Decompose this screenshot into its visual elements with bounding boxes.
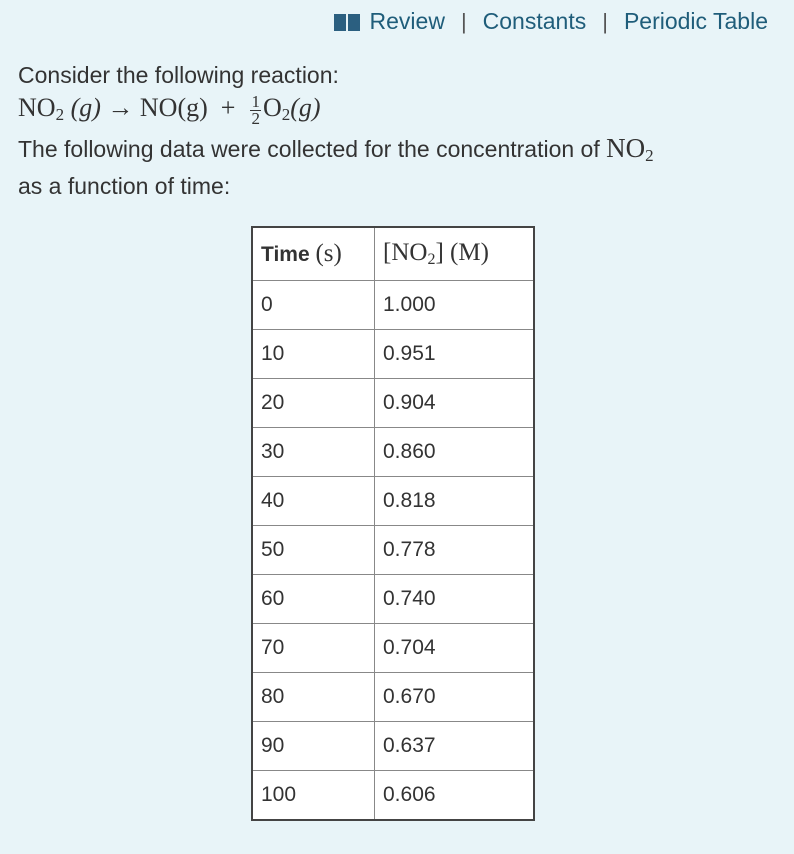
book-icon: [334, 14, 360, 31]
data-description-cont: as a function of time:: [18, 173, 231, 199]
nav-separator: |: [460, 8, 467, 34]
review-link[interactable]: [334, 8, 445, 35]
no2-species-subscript: 2: [645, 146, 654, 165]
concentration-header-close: ] (M): [435, 239, 489, 266]
time-cell: 80: [252, 673, 375, 722]
table-row: [252, 379, 534, 428]
table-row: [252, 477, 534, 526]
concentration-table: [251, 226, 535, 821]
product-o2-subscript: 2: [281, 105, 291, 124]
data-description: [18, 133, 778, 171]
no2-species-text: NO: [606, 133, 646, 163]
time-cell: 30: [252, 428, 375, 477]
problem-content: [18, 60, 778, 201]
nav-separator: |: [602, 8, 608, 34]
product-no: NO(g): [139, 93, 208, 122]
fraction-numerator: 1: [251, 91, 260, 111]
concentration-column-header: [375, 227, 535, 281]
table-row: [252, 722, 534, 771]
table-row: [252, 281, 534, 330]
time-column-header: [252, 227, 375, 281]
reactant: NO: [18, 93, 56, 122]
table-row: [252, 624, 534, 673]
data-description-text: The following data were collected for the concentration of: [18, 136, 607, 162]
time-cell: 90: [252, 722, 375, 771]
review-label: Review: [369, 8, 445, 34]
time-cell: 100: [252, 771, 375, 821]
concentration-cell: 0.637: [375, 722, 535, 771]
time-cell: 20: [252, 379, 375, 428]
time-cell: 10: [252, 330, 375, 379]
concentration-header-open: [NO: [383, 239, 428, 266]
product-o2: O: [262, 93, 282, 122]
concentration-cell: 0.606: [375, 771, 535, 821]
concentration-cell: 0.818: [375, 477, 535, 526]
constants-link[interactable]: Constants: [482, 8, 587, 34]
no2-species: [606, 133, 654, 163]
time-header-label: Time: [261, 243, 310, 266]
concentration-header-subscript: 2: [427, 251, 436, 268]
table-header-row: [252, 227, 534, 281]
table-row: [252, 673, 534, 722]
concentration-cell: 0.904: [375, 379, 535, 428]
reaction-equation: [18, 90, 778, 133]
one-half-fraction: [250, 91, 261, 128]
time-cell: 0: [252, 281, 375, 330]
reactant-subscript: 2: [55, 105, 65, 124]
reaction-arrow: →: [107, 93, 134, 122]
reactant-state: (g): [70, 93, 101, 122]
time-cell: 60: [252, 575, 375, 624]
concentration-cell: 0.670: [375, 673, 535, 722]
product-o2-state: (g): [290, 93, 321, 122]
time-cell: 70: [252, 624, 375, 673]
concentration-cell: 1.000: [375, 281, 535, 330]
table-row: [252, 771, 534, 821]
concentration-cell: 0.860: [375, 428, 535, 477]
periodic-table-link[interactable]: Periodic Table: [623, 8, 768, 34]
time-cell: 50: [252, 526, 375, 575]
top-nav: [334, 8, 768, 35]
fraction-denominator: 2: [251, 108, 260, 128]
concentration-cell: 0.704: [375, 624, 535, 673]
time-header-unit: (s): [315, 240, 342, 267]
table-row: [252, 428, 534, 477]
concentration-cell: 0.951: [375, 330, 535, 379]
concentration-header: [383, 239, 489, 266]
plus-sign: +: [220, 93, 236, 122]
table-row: [252, 526, 534, 575]
time-cell: 40: [252, 477, 375, 526]
table-row: [252, 330, 534, 379]
concentration-cell: 0.778: [375, 526, 535, 575]
concentration-cell: 0.740: [375, 575, 535, 624]
intro-text: Consider the following reaction:: [18, 62, 339, 88]
table-row: [252, 575, 534, 624]
